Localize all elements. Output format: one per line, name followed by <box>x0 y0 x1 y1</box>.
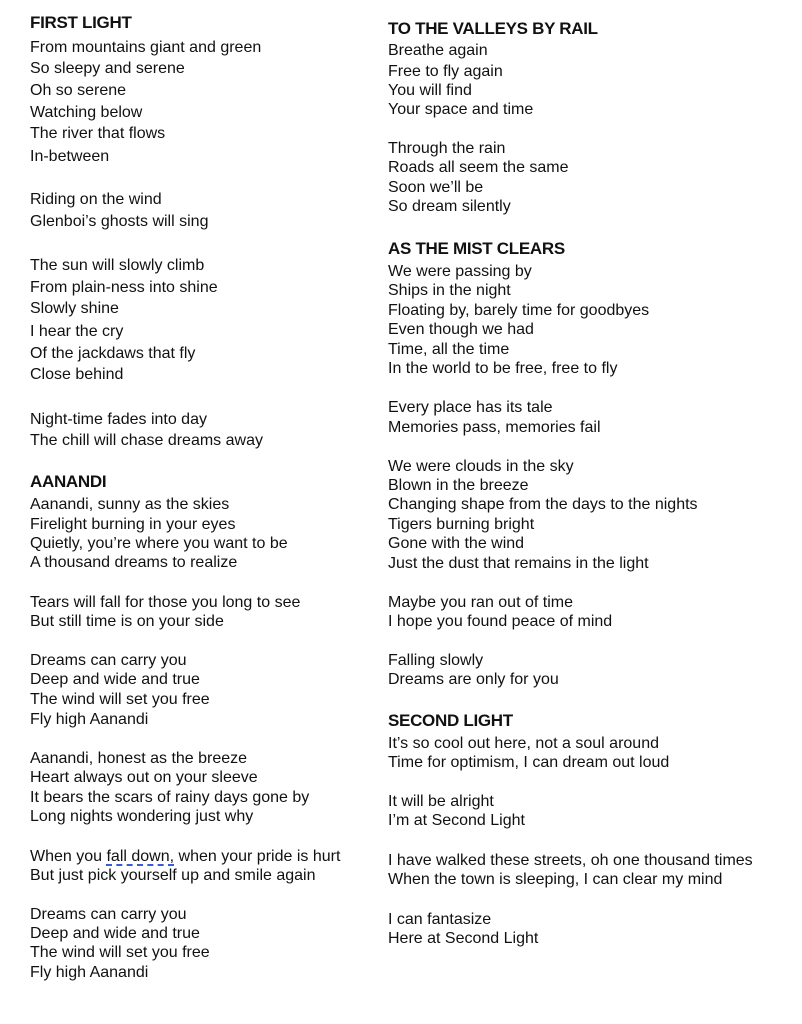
lyric-line: Memories pass, memories fail <box>388 419 601 436</box>
lyric-line: Fly high Aanandi <box>30 964 149 981</box>
lyric-line: I have walked these streets, oh one thousand times <box>388 852 753 869</box>
lyric-line: Your space and time <box>388 101 534 118</box>
lyric-line: Time for optimism, I can dream out loud <box>388 754 670 771</box>
lyric-line: In the world to be free, free to fly <box>388 360 618 377</box>
lyric-fragment: when your pride is hurt <box>174 848 341 865</box>
lyric-line: I hear the cry <box>30 323 124 340</box>
lyric-line: Changing shape from the days to the nights <box>388 496 698 513</box>
lyric-line: Quietly, you’re where you want to be <box>30 535 288 552</box>
lyric-line: So sleepy and serene <box>30 60 185 77</box>
lyric-line: It will be alright <box>388 793 494 810</box>
lyric-line: It bears the scars of rainy days gone by <box>30 789 310 806</box>
lyric-line: But just pick yourself up and smile again <box>30 867 316 884</box>
lyric-line: Firelight burning in your eyes <box>30 516 236 533</box>
lyric-line: Close behind <box>30 366 124 383</box>
lyric-line: Falling slowly <box>388 652 484 669</box>
lyric-line: When the town is sleeping, I can clear my mind <box>388 871 723 888</box>
lyric-line: Free to fly again <box>388 63 503 80</box>
lyric-line: Every place has its tale <box>388 399 553 416</box>
lyric-line: Aanandi, honest as the breeze <box>30 750 248 767</box>
lyric-line: So dream silently <box>388 198 511 215</box>
lyric-line: Night-time fades into day <box>30 411 207 428</box>
lyric-line: Fly high Aanandi <box>30 711 149 728</box>
lyric-line: Of the jackdaws that fly <box>30 345 196 362</box>
lyric-line: In-between <box>30 148 110 165</box>
lyric-line: Blown in the breeze <box>388 477 529 494</box>
lyric-line: Breathe again <box>388 42 488 59</box>
lyric-line: Floating by, barely time for goodbyes <box>388 302 650 319</box>
lyric-line: A thousand dreams to realize <box>30 554 238 571</box>
lyric-line: Through the rain <box>388 140 506 157</box>
lyric-line: I hope you found peace of mind <box>388 613 613 630</box>
lyric-line: Gone with the wind <box>388 535 525 552</box>
lyric-line: It’s so cool out here, not a soul around <box>388 735 659 752</box>
spellcheck-underline[interactable]: fall down, <box>106 848 175 865</box>
lyric-line: The river that flows <box>30 125 166 142</box>
lyric-line: We were passing by <box>388 263 532 280</box>
lyric-line: Deep and wide and true <box>30 671 200 688</box>
lyric-line: Roads all seem the same <box>388 159 569 176</box>
lyric-line: I can fantasize <box>388 911 492 928</box>
lyric-line: Dreams can carry you <box>30 906 187 923</box>
lyric-line: The wind will set you free <box>30 944 210 961</box>
song-title-first-light: FIRST LIGHT <box>30 13 132 32</box>
lyric-line: Dreams are only for you <box>388 671 559 688</box>
lyric-line: We were clouds in the sky <box>388 458 574 475</box>
lyric-line: Tigers burning bright <box>388 516 535 533</box>
lyric-line: Deep and wide and true <box>30 925 200 942</box>
lyric-line: Dreams can carry you <box>30 652 187 669</box>
song-title-as-the-mist-clears: AS THE MIST CLEARS <box>388 239 565 258</box>
song-title-aanandi: AANANDI <box>30 472 107 491</box>
song-title-second-light: SECOND LIGHT <box>388 711 513 730</box>
lyric-line: Tears will fall for those you long to see <box>30 594 301 611</box>
lyric-line: The chill will chase dreams away <box>30 432 263 449</box>
lyric-line: I’m at Second Light <box>388 812 525 829</box>
lyric-line: Aanandi, sunny as the skies <box>30 496 230 513</box>
lyric-line: But still time is on your side <box>30 613 224 630</box>
lyric-line: Ships in the night <box>388 282 511 299</box>
lyric-line-with-spellcheck <box>30 847 340 866</box>
lyric-line: Even though we had <box>388 321 534 338</box>
lyric-line: Just the dust that remains in the light <box>388 555 649 572</box>
lyric-line: Here at Second Light <box>388 930 539 947</box>
lyric-line: Soon we’ll be <box>388 179 484 196</box>
lyric-line: From plain-ness into shine <box>30 279 218 296</box>
lyric-line: Slowly shine <box>30 300 119 317</box>
lyric-line: Riding on the wind <box>30 191 162 208</box>
lyric-line: The wind will set you free <box>30 691 210 708</box>
lyric-line: Heart always out on your sleeve <box>30 769 258 786</box>
lyric-line: Long nights wondering just why <box>30 808 254 825</box>
lyric-line: Oh so serene <box>30 82 127 99</box>
song-title-to-the-valleys-by-rail: TO THE VALLEYS BY RAIL <box>388 19 598 38</box>
lyric-line: Time, all the time <box>388 341 510 358</box>
lyric-line: You will find <box>388 82 472 99</box>
lyric-line: Glenboi’s ghosts will sing <box>30 213 209 230</box>
lyric-fragment: When you <box>30 848 107 865</box>
lyric-line: From mountains giant and green <box>30 39 262 56</box>
lyric-line: The sun will slowly climb <box>30 257 205 274</box>
lyric-line: Maybe you ran out of time <box>388 594 573 611</box>
lyric-line: Watching below <box>30 104 143 121</box>
